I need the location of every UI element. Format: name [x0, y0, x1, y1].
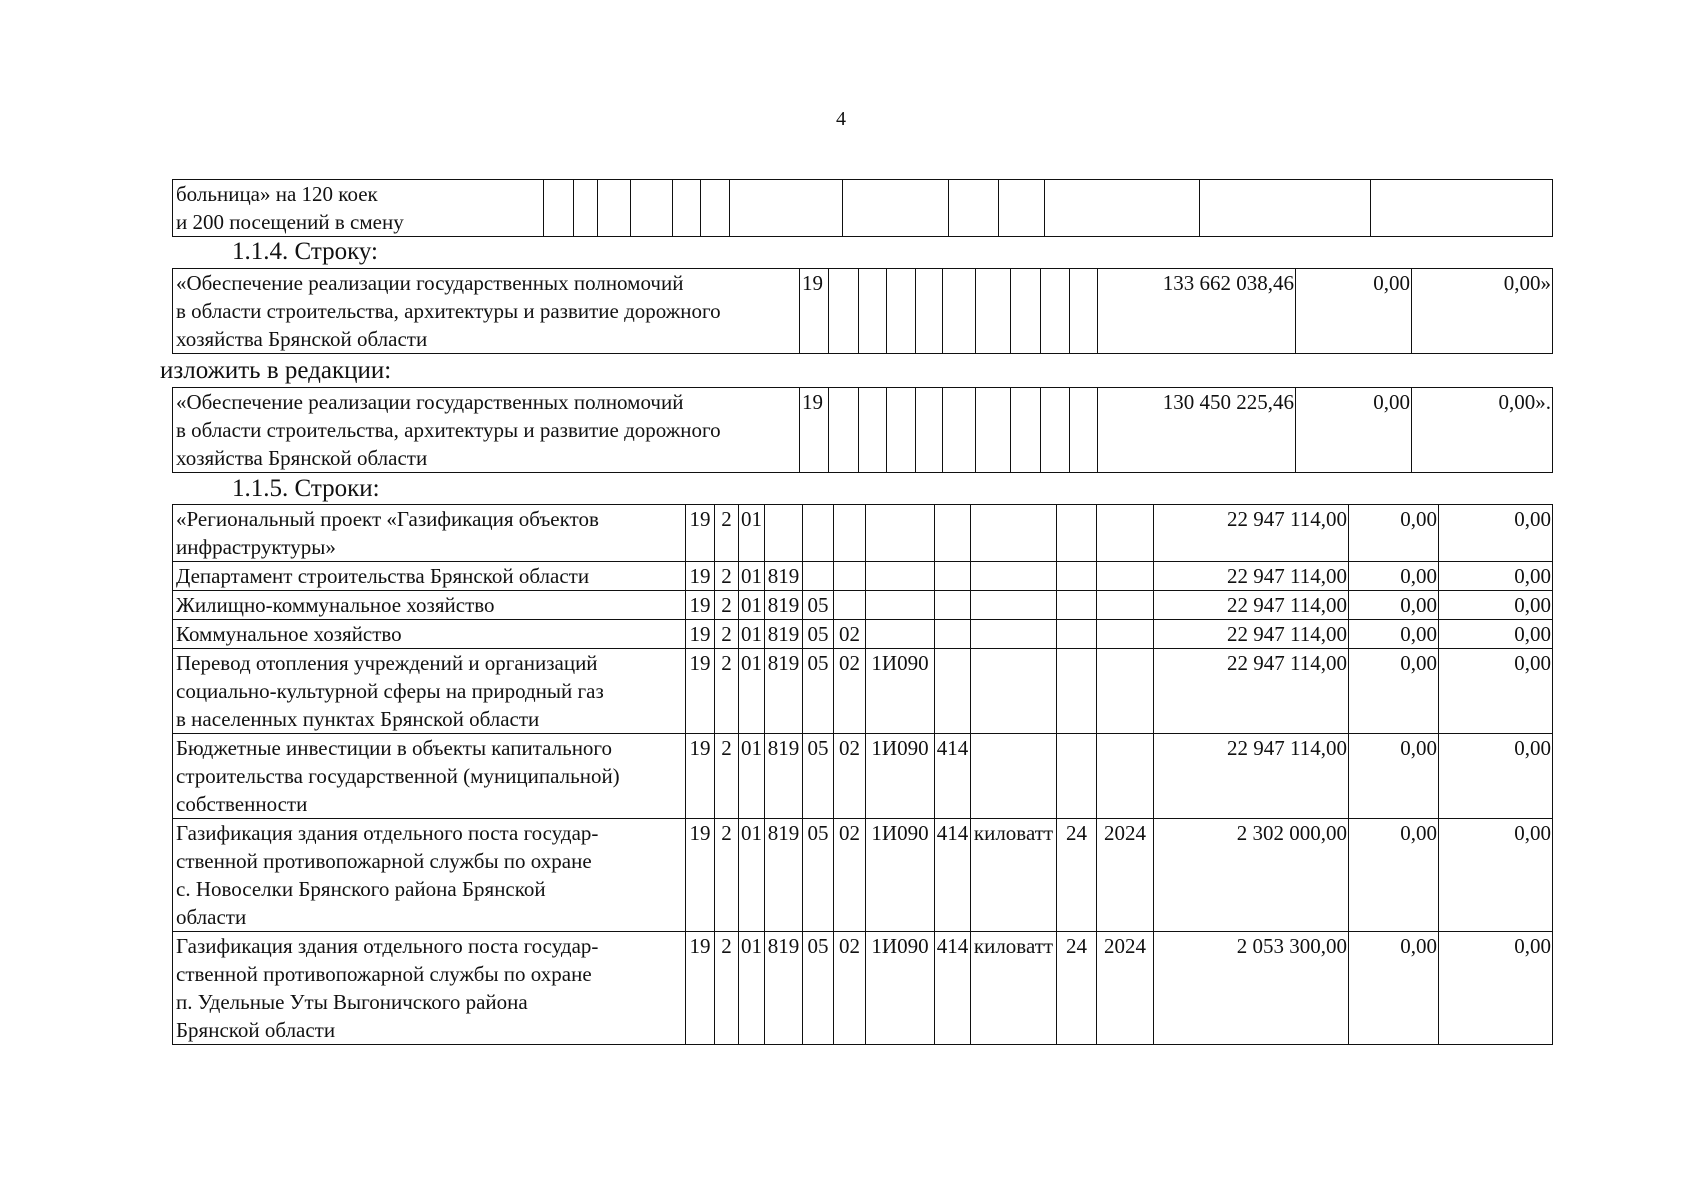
- code-cell: [803, 562, 834, 591]
- row-name: [173, 269, 800, 354]
- value-cell: 0,00: [1349, 620, 1439, 649]
- qty-cell: [1057, 649, 1097, 734]
- code-cell: 01: [739, 620, 765, 649]
- value-cell: 0,00: [1349, 819, 1439, 932]
- value-cell: 0,00».: [1412, 388, 1553, 473]
- code-cell: 01: [739, 649, 765, 734]
- code-cell: 819: [765, 819, 803, 932]
- code-cell: 19: [686, 505, 715, 562]
- code-cell: [935, 620, 971, 649]
- code-cell: [765, 505, 803, 562]
- code-cell: 1И090: [866, 649, 935, 734]
- code-cell: 02: [834, 734, 866, 819]
- name-line: хозяйства Брянской области: [176, 446, 428, 470]
- code-cell: 819: [765, 591, 803, 620]
- code-cell: [866, 562, 935, 591]
- table-row: [173, 180, 1553, 237]
- value-cell: 0,00: [1349, 505, 1439, 562]
- code-cell: [935, 505, 971, 562]
- heading-1-1-4: 1.1.4. Строку:: [232, 238, 378, 265]
- name-line: Газификация здания отдельного поста государ-: [176, 934, 599, 958]
- code-cell: 19: [800, 388, 829, 473]
- code-cell: 2: [715, 819, 739, 932]
- heading-1-1-5: 1.1.5. Строки:: [232, 475, 380, 502]
- name-line: собственности: [176, 792, 308, 816]
- name-line: инфраструктуры»: [176, 535, 336, 559]
- row-name: [173, 620, 686, 649]
- value-cell: 0,00: [1349, 649, 1439, 734]
- value-cell: 0,00: [1439, 505, 1553, 562]
- unit-cell: [971, 591, 1057, 620]
- year-cell: [1097, 505, 1154, 562]
- code-cell: 1И090: [866, 932, 935, 1045]
- code-cell: 2: [715, 562, 739, 591]
- table-row: [173, 649, 1553, 734]
- code-cell: 02: [834, 932, 866, 1045]
- code-cell: 414: [935, 734, 971, 819]
- value-cell: 0,00: [1439, 734, 1553, 819]
- page-number: 4: [836, 108, 846, 130]
- code-cell: 819: [765, 620, 803, 649]
- table-row: [173, 562, 1553, 591]
- code-cell: 819: [765, 649, 803, 734]
- year-cell: [1097, 649, 1154, 734]
- table-row: [173, 734, 1553, 819]
- code-cell: 01: [739, 734, 765, 819]
- name-line: в населенных пунктах Брянской области: [176, 707, 540, 731]
- name-line: Департамент строительства Брянской области: [176, 564, 590, 588]
- code-cell: 19: [800, 269, 829, 354]
- table-row: [173, 591, 1553, 620]
- row-name: [173, 505, 686, 562]
- qty-cell: [1057, 591, 1097, 620]
- amount-cell: 133 662 038,46: [1098, 269, 1296, 354]
- code-cell: 819: [765, 932, 803, 1045]
- table-row: [173, 269, 1553, 354]
- value-cell: 0,00: [1296, 388, 1412, 473]
- name-line: Брянской области: [176, 1018, 336, 1042]
- amount-cell: 22 947 114,00: [1154, 505, 1349, 562]
- value-cell: 0,00»: [1412, 269, 1553, 354]
- code-cell: 05: [803, 620, 834, 649]
- amount-cell: 22 947 114,00: [1154, 734, 1349, 819]
- heading-edit: изложить в редакции:: [160, 357, 392, 384]
- code-cell: [866, 505, 935, 562]
- value-cell: 0,00: [1439, 649, 1553, 734]
- code-cell: 19: [686, 562, 715, 591]
- name-line: «Обеспечение реализации государственных полномочий: [176, 390, 684, 414]
- code-cell: 05: [803, 734, 834, 819]
- table-row: [173, 620, 1553, 649]
- value-cell: 0,00: [1349, 932, 1439, 1045]
- row-name: [173, 562, 686, 591]
- year-cell: [1097, 562, 1154, 591]
- name-line: больница» на 120 коек: [176, 182, 378, 206]
- code-cell: 19: [686, 819, 715, 932]
- code-cell: 1И090: [866, 819, 935, 932]
- row-name: [173, 180, 544, 237]
- continuation-table: [172, 179, 1553, 237]
- value-cell: 0,00: [1439, 562, 1553, 591]
- row-name: [173, 649, 686, 734]
- unit-cell: [971, 620, 1057, 649]
- value-cell: 0,00: [1439, 620, 1553, 649]
- code-cell: 414: [935, 932, 971, 1045]
- name-line: социально-культурной сферы на природный газ: [176, 679, 604, 703]
- row-name: [173, 819, 686, 932]
- code-cell: 19: [686, 620, 715, 649]
- amount-cell: 2 053 300,00: [1154, 932, 1349, 1045]
- amount-cell: 22 947 114,00: [1154, 649, 1349, 734]
- table-row: [173, 388, 1553, 473]
- value-cell: 0,00: [1439, 819, 1553, 932]
- name-line: ственной противопожарной службы по охране: [176, 962, 592, 986]
- qty-cell: [1057, 620, 1097, 649]
- unit-cell: киловатт: [971, 932, 1057, 1045]
- qty-cell: [1057, 505, 1097, 562]
- code-cell: [834, 505, 866, 562]
- code-cell: 19: [686, 932, 715, 1045]
- code-cell: 1И090: [866, 734, 935, 819]
- code-cell: 02: [834, 620, 866, 649]
- code-cell: 2: [715, 505, 739, 562]
- code-cell: 05: [803, 591, 834, 620]
- code-cell: [866, 591, 935, 620]
- name-line: Коммунальное хозяйство: [176, 622, 402, 646]
- code-cell: 01: [739, 932, 765, 1045]
- amount-cell: 130 450 225,46: [1098, 388, 1296, 473]
- name-line: в области строительства, архитектуры и развитие дорожного: [176, 418, 721, 442]
- name-line: Жилищно-коммунальное хозяйство: [176, 593, 495, 617]
- value-cell: 0,00: [1349, 591, 1439, 620]
- unit-cell: [971, 734, 1057, 819]
- amount-cell: 2 302 000,00: [1154, 819, 1349, 932]
- year-cell: [1097, 591, 1154, 620]
- row-name: [173, 932, 686, 1045]
- new-rows-table: [172, 504, 1553, 1045]
- value-cell: 0,00: [1439, 591, 1553, 620]
- row-name: [173, 734, 686, 819]
- unit-cell: киловатт: [971, 819, 1057, 932]
- year-cell: 2024: [1097, 932, 1154, 1045]
- name-line: хозяйства Брянской области: [176, 327, 428, 351]
- code-cell: 05: [803, 932, 834, 1045]
- qty-cell: [1057, 734, 1097, 819]
- code-cell: [866, 620, 935, 649]
- code-cell: 19: [686, 734, 715, 819]
- old-row-table: [172, 268, 1553, 354]
- code-cell: 01: [739, 562, 765, 591]
- value-cell: 0,00: [1439, 932, 1553, 1045]
- amount-cell: 22 947 114,00: [1154, 562, 1349, 591]
- amount-cell: 22 947 114,00: [1154, 620, 1349, 649]
- code-cell: 05: [803, 649, 834, 734]
- name-line: Бюджетные инвестиции в объекты капитального: [176, 736, 613, 760]
- code-cell: [834, 562, 866, 591]
- unit-cell: [971, 649, 1057, 734]
- name-line: в области строительства, архитектуры и развитие дорожного: [176, 299, 721, 323]
- name-line: Перевод отопления учреждений и организаций: [176, 651, 598, 675]
- name-line: ственной противопожарной службы по охране: [176, 849, 592, 873]
- code-cell: 2: [715, 591, 739, 620]
- table-row: [173, 505, 1553, 562]
- code-cell: 2: [715, 620, 739, 649]
- year-cell: [1097, 620, 1154, 649]
- name-line: с. Новоселки Брянского района Брянской: [176, 877, 546, 901]
- qty-cell: [1057, 562, 1097, 591]
- name-line: области: [176, 905, 247, 929]
- qty-cell: 24: [1057, 819, 1097, 932]
- amount-cell: 22 947 114,00: [1154, 591, 1349, 620]
- code-cell: 01: [739, 505, 765, 562]
- code-cell: 19: [686, 591, 715, 620]
- value-cell: 0,00: [1349, 734, 1439, 819]
- code-cell: 01: [739, 819, 765, 932]
- row-name: [173, 591, 686, 620]
- value-cell: 0,00: [1349, 562, 1439, 591]
- code-cell: [935, 649, 971, 734]
- code-cell: [935, 562, 971, 591]
- name-line: и 200 посещений в смену: [176, 210, 404, 234]
- row-name: [173, 388, 800, 473]
- new-row-table: [172, 387, 1553, 473]
- code-cell: 2: [715, 932, 739, 1045]
- name-line: Газификация здания отдельного поста государ-: [176, 821, 599, 845]
- code-cell: [834, 591, 866, 620]
- code-cell: 02: [834, 819, 866, 932]
- code-cell: [935, 591, 971, 620]
- value-cell: 0,00: [1296, 269, 1412, 354]
- table-row: [173, 932, 1553, 1045]
- code-cell: 01: [739, 591, 765, 620]
- name-line: «Региональный проект «Газификация объектов: [176, 507, 599, 531]
- year-cell: [1097, 734, 1154, 819]
- unit-cell: [971, 505, 1057, 562]
- code-cell: 819: [765, 734, 803, 819]
- code-cell: 02: [834, 649, 866, 734]
- code-cell: 2: [715, 649, 739, 734]
- name-line: п. Удельные Уты Выгоничского района: [176, 990, 528, 1014]
- code-cell: [803, 505, 834, 562]
- name-line: строительства государственной (муниципальной): [176, 764, 620, 788]
- code-cell: 05: [803, 819, 834, 932]
- table-row: [173, 819, 1553, 932]
- code-cell: 819: [765, 562, 803, 591]
- year-cell: 2024: [1097, 819, 1154, 932]
- unit-cell: [971, 562, 1057, 591]
- code-cell: 2: [715, 734, 739, 819]
- qty-cell: 24: [1057, 932, 1097, 1045]
- name-line: «Обеспечение реализации государственных полномочий: [176, 271, 684, 295]
- code-cell: 414: [935, 819, 971, 932]
- code-cell: 19: [686, 649, 715, 734]
